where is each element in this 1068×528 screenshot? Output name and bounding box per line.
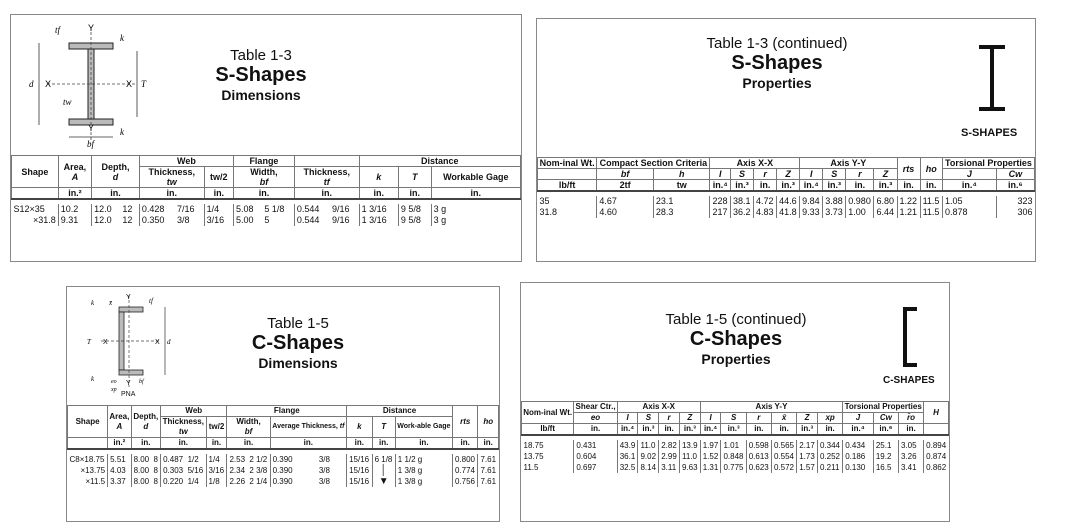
unit-cell: in. <box>574 424 617 436</box>
unit-cell: 2tf <box>597 180 654 192</box>
arrow-down-icon: ▼ <box>378 476 389 487</box>
col-gage: Work-able Gage <box>395 417 452 438</box>
group-torsional: Torsional Properties <box>942 158 1034 169</box>
unit-cell: in. <box>398 188 431 200</box>
col-shape: Shape <box>68 406 108 438</box>
col-tw-half: tw/2 <box>204 167 233 188</box>
unit-cell: in. <box>204 188 233 200</box>
s-shapes-dimensions-panel <box>10 14 522 262</box>
i-beam-icon <box>977 43 1007 113</box>
channel-icon <box>901 305 921 369</box>
table-subtitle: Dimensions <box>258 355 338 371</box>
col-Iy: I <box>800 169 823 180</box>
c-props-table <box>521 401 949 473</box>
group-torsional: Torsional Properties <box>844 402 922 411</box>
unit-cell: in.³ <box>638 424 659 436</box>
unit-cell: in. <box>294 188 359 200</box>
unit-cell: in. <box>898 424 923 436</box>
table-subtitle: Properties <box>742 75 812 91</box>
svg-text:eo: eo <box>111 379 117 385</box>
c-dims-table <box>67 405 499 487</box>
shape-family-title: C-Shapes <box>251 332 345 354</box>
table-number: Table 1-5 <box>267 315 329 332</box>
svg-text:X: X <box>155 339 160 346</box>
svg-text:T: T <box>87 338 91 346</box>
table-row: 18.75 0.431 43.9 11.0 2.82 13.9 1.97 1.01 0.598 0.565 2.17 0.344 0.434 25.1 3.05 0.894 <box>522 440 949 451</box>
unit-cell: in.³ <box>797 424 818 436</box>
col-xbar: x̄ <box>771 413 796 424</box>
table-row: 31.8 4.60 28.3 217 36.2 4.83 41.8 9.33 3.73 1.00 6.44 1.21 11.5 0.878 306 <box>539 207 1033 217</box>
col-gage: Workable Gage <box>431 167 520 188</box>
col-eo: eo <box>574 413 617 424</box>
unit-cell: in.⁴ <box>800 180 823 192</box>
svg-text:bf: bf <box>87 139 95 149</box>
group-distance: Distance <box>359 156 520 167</box>
table-number: Table 1-5 (continued) <box>665 311 807 328</box>
unit-cell: in.⁴ <box>942 180 996 192</box>
unit-cell: in. <box>161 438 206 450</box>
col-shear-center: Shear Ctr., <box>575 402 616 411</box>
group-flange-width: Flange <box>234 156 295 167</box>
col-Zx: Z <box>777 169 800 180</box>
unit-cell: in. <box>92 188 140 200</box>
svg-text:Y: Y <box>88 23 95 33</box>
col-Ix: I <box>710 169 731 180</box>
table-row: 13.75 0.604 36.1 9.02 2.99 11.0 1.52 0.848 0.613 0.554 1.73 0.252 0.186 19.2 3.26 0.874 <box>522 451 949 462</box>
svg-text:k: k <box>91 299 95 307</box>
unit-cell: in. <box>846 180 874 192</box>
col-rts: rts <box>452 406 477 438</box>
col-area: Area, A <box>108 406 131 438</box>
col-area: Area, A <box>58 156 91 188</box>
unit-cell: in. <box>817 424 842 436</box>
svg-text:Y: Y <box>126 380 131 387</box>
col-Cw: Cw <box>996 169 1034 180</box>
group-axis-yy: Axis Y-Y <box>800 158 897 169</box>
unit-cell: in.⁶ <box>996 180 1034 192</box>
group-flange: Flange <box>227 406 347 417</box>
col-T: T <box>398 167 431 188</box>
unit-cell: in.⁴ <box>617 424 638 436</box>
unit-cell: in. <box>372 438 395 450</box>
pna-label: PNA <box>121 391 136 398</box>
col-web-thickness: Thickness, tw <box>161 417 206 438</box>
unit-cell: in.² <box>58 188 91 200</box>
col-h-tw: h <box>653 169 710 180</box>
arrow-down-icon: │ <box>380 465 387 476</box>
col-flange-thickness: Thickness, tf <box>294 167 359 188</box>
svg-text:d: d <box>167 338 171 346</box>
group-flange-thickness <box>294 156 359 167</box>
table-row: C8×18.75 5.51 8.00 8 0.487 1/2 1/4 2.53 2 1/2 0.390 3/8 15/16 6 1/8 1 1/2 g 0.800 7.61 <box>68 454 499 465</box>
unit-cell: in. <box>659 424 680 436</box>
col-k: k <box>347 417 372 438</box>
group-compact: Compact Section Criteria <box>597 158 710 169</box>
col-flange-width: Width, bf <box>234 167 295 188</box>
svg-text:X: X <box>103 339 108 346</box>
col-ry: r <box>746 413 771 424</box>
group-web: Web <box>139 156 233 167</box>
svg-text:Y: Y <box>126 294 131 301</box>
unit-cell: in. <box>234 188 295 200</box>
col-Zy: Z <box>797 413 818 424</box>
col-ho: ho <box>920 158 942 180</box>
table-row: 11.5 0.697 32.5 8.14 3.11 9.63 1.31 0.775 0.623 0.572 1.57 0.211 0.130 16.5 3.41 0.862 <box>522 462 949 473</box>
unit-cell: in. <box>227 438 270 450</box>
unit-cell: in.⁶ <box>873 424 898 436</box>
unit-cell: in. <box>746 424 771 436</box>
col-bf-2tf: bf <box>597 169 654 180</box>
col-J: J <box>942 169 996 180</box>
c-dims-title-block <box>203 315 393 371</box>
col-rts: rts <box>897 158 920 180</box>
shape-family-title: S-Shapes <box>731 52 823 74</box>
corner-shape-label: C-SHAPES <box>883 375 935 386</box>
svg-text:bf: bf <box>139 379 144 385</box>
svg-text:tf: tf <box>55 25 61 35</box>
col-nominal-wt: Nom-inal Wt. <box>538 158 597 169</box>
unit-cell: in.⁴ <box>710 180 731 192</box>
shape-family-title: C-Shapes <box>689 328 783 350</box>
col-flange-avg-thickness: Average Thickness, tf <box>270 417 346 438</box>
s-dims-title-block <box>161 47 361 103</box>
col-xp: xp <box>817 413 842 424</box>
table-row: ×31.8 9.31 12.0 12 0.350 3/8 3/16 5.00 5 0.544 9/16 1 3/16 9 5/8 3 g <box>12 215 521 226</box>
col-shape: Shape <box>12 156 59 188</box>
col-Cw: Cw <box>873 413 898 424</box>
group-web: Web <box>161 406 227 417</box>
unit-cell: in. <box>478 438 499 450</box>
col-rx: r <box>659 413 680 424</box>
unit-cell: in. <box>754 180 777 192</box>
svg-text:k: k <box>120 33 124 43</box>
unit-cell: tw <box>653 180 710 192</box>
unit-cell: in. <box>771 424 796 436</box>
c-shapes-dimensions-panel <box>66 286 500 522</box>
col-nominal-wt: Nom-inal Wt. <box>522 402 574 424</box>
s-props-table <box>537 157 1035 218</box>
table-subtitle: Properties <box>701 351 771 367</box>
col-Ix: I <box>617 413 638 424</box>
svg-text:xp: xp <box>111 387 117 393</box>
c-shapes-properties-panel <box>520 282 950 522</box>
col-Zy: Z <box>874 169 897 180</box>
col-T: T <box>372 417 395 438</box>
col-Zx: Z <box>679 413 700 424</box>
unit-cell: in. <box>270 438 346 450</box>
col-Sx: S <box>638 413 659 424</box>
col-depth: Depth, d <box>92 156 140 188</box>
col-rx: r <box>754 169 777 180</box>
corner-shape-label: S-SHAPES <box>961 127 1018 139</box>
shape-family-title: S-Shapes <box>215 64 307 86</box>
svg-text:d: d <box>29 79 34 89</box>
col-ry: r <box>846 169 874 180</box>
svg-text:T: T <box>141 79 147 89</box>
table-row: 35 4.67 23.1 228 38.1 4.72 44.6 9.84 3.88 0.980 6.80 1.22 11.5 1.05 323 <box>539 196 1033 206</box>
col-ho: ho <box>478 406 499 438</box>
unit-cell: in. <box>359 188 398 200</box>
unit-cell: in.³ <box>721 424 746 436</box>
col-k: k <box>359 167 398 188</box>
table-row: S12×35 10.2 12.0 12 0.428 7/16 1/4 5.08 5 1/8 0.544 9/16 1 3/16 9 5/8 3 g <box>12 204 521 215</box>
group-axis-yy: Axis Y-Y <box>700 402 843 413</box>
unit-cell: in.² <box>108 438 131 450</box>
s-dims-table <box>11 155 521 226</box>
table-number: Table 1-3 (continued) <box>706 35 848 52</box>
col-Sx: S <box>730 169 753 180</box>
col-web-thickness: Thickness, tw <box>139 167 204 188</box>
col-Sy: S <box>823 169 846 180</box>
unit-cell: in.⁴ <box>843 424 874 436</box>
svg-text:X: X <box>126 79 133 89</box>
group-axis-xx: Axis X-X <box>710 158 800 169</box>
unit-cell: in. <box>347 438 372 450</box>
table-number: Table 1-3 <box>230 47 292 64</box>
col-tw-half: tw/2 <box>206 417 227 438</box>
unit-cell: in.³ <box>730 180 753 192</box>
table-row: ×11.5 3.37 8.00 8 0.220 1/4 1/8 2.26 2 1/4 0.390 3/8 15/16 ▼ 1 3/8 g 0.756 7.61 <box>68 476 499 487</box>
unit-cell: in.³ <box>777 180 800 192</box>
unit-cell: in. <box>139 188 204 200</box>
s-props-title-block <box>667 35 887 91</box>
col-Iy: I <box>700 413 721 424</box>
col-flange-width: Width, bf <box>227 417 270 438</box>
col-Sy: S <box>721 413 746 424</box>
unit-cell: in.³ <box>823 180 846 192</box>
svg-text:tw: tw <box>63 97 72 107</box>
table-row: ×13.75 4.03 8.00 8 0.303 5/16 3/16 2.34 2 3/8 0.390 3/8 15/16 │ 1 3/8 g 0.774 7.61 <box>68 465 499 476</box>
c-props-title-block <box>631 311 841 367</box>
group-distance: Distance <box>347 406 453 417</box>
svg-text:tf: tf <box>149 297 153 305</box>
group-axis-xx: Axis X-X <box>617 402 700 413</box>
unit-cell: in. <box>431 188 520 200</box>
unit-cell: in.³ <box>679 424 700 436</box>
col-J: J <box>843 413 874 424</box>
s-shapes-properties-panel <box>536 18 1036 262</box>
svg-text:Y: Y <box>88 123 95 133</box>
unit-cell: lb/ft <box>522 424 574 436</box>
svg-text:k: k <box>120 127 124 137</box>
s-shape-section-diagram <box>27 21 157 151</box>
unit-cell: in.⁴ <box>700 424 721 436</box>
unit-cell: in. <box>206 438 227 450</box>
unit-cell: in. <box>395 438 452 450</box>
col-H: H <box>924 402 949 424</box>
col-ro: r̄o <box>898 413 923 424</box>
c-shape-section-diagram <box>79 291 175 397</box>
svg-text:X: X <box>45 79 52 89</box>
unit-cell: lb/ft <box>538 180 597 192</box>
unit-cell: in. <box>452 438 477 450</box>
unit-cell: in. <box>920 180 942 192</box>
svg-text:x̄: x̄ <box>109 299 113 307</box>
table-subtitle: Dimensions <box>221 87 301 103</box>
svg-text:k: k <box>91 375 95 383</box>
unit-cell: in. <box>897 180 920 192</box>
unit-cell: in.³ <box>874 180 897 192</box>
unit-cell: in. <box>131 438 161 450</box>
col-depth: Depth, d <box>131 406 161 438</box>
